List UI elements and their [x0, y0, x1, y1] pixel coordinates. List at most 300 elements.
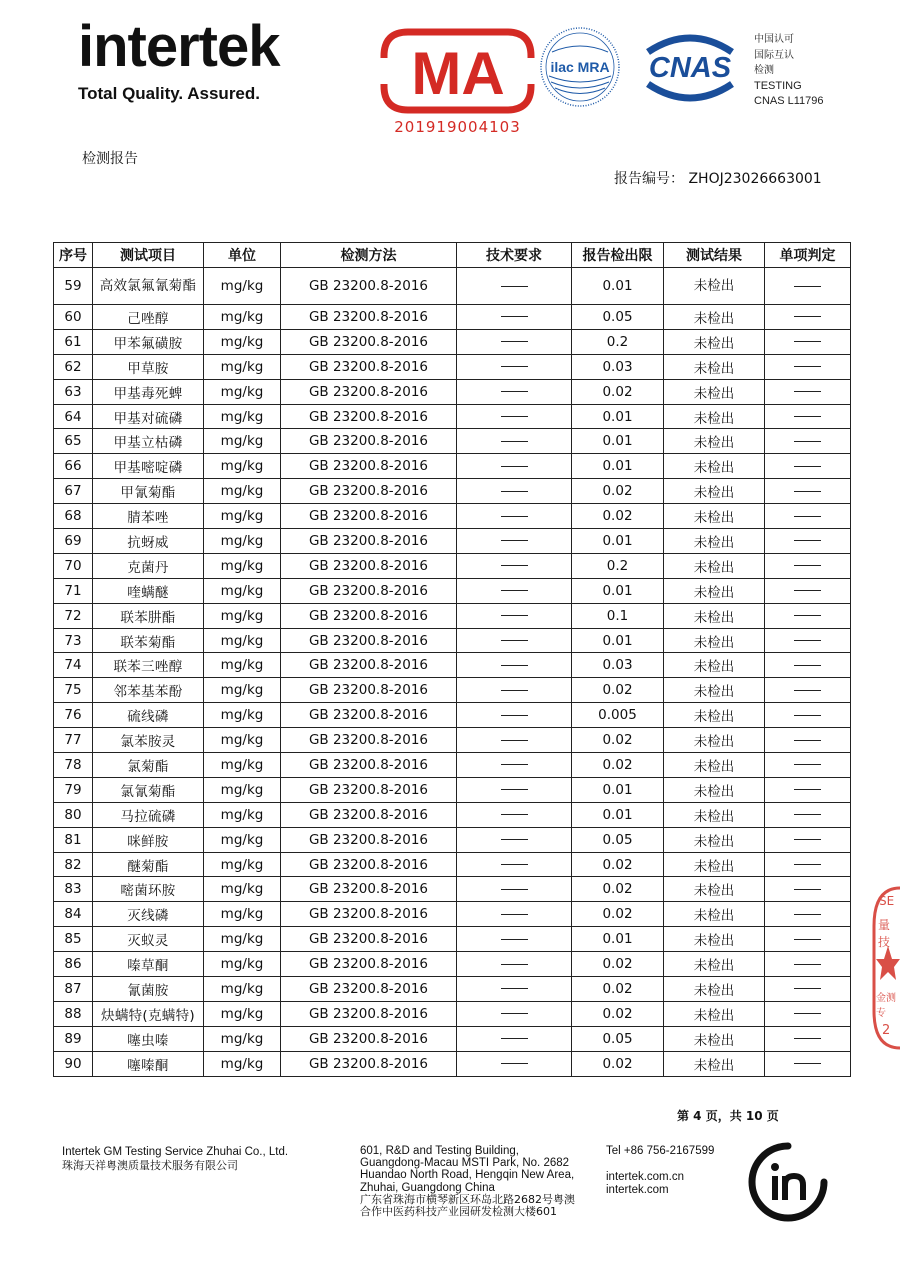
unit: mg/kg	[204, 902, 281, 927]
dash-mark	[794, 988, 821, 989]
row-number: 70	[54, 553, 93, 578]
item-judgement	[765, 429, 851, 454]
test-method: GB 23200.8-2016	[281, 678, 457, 703]
technical-requirement	[457, 777, 572, 802]
website-link[interactable]: intertek.com	[606, 1184, 669, 1196]
test-result: 未检出	[664, 454, 765, 479]
dash-mark	[501, 615, 528, 616]
cnas-line: 检测	[754, 65, 774, 76]
address-line: 601, R&D and Testing Building,	[360, 1145, 519, 1157]
dash-mark	[501, 988, 528, 989]
item-judgement	[765, 877, 851, 902]
intertek-logo	[78, 14, 280, 104]
dash-mark	[794, 1013, 821, 1014]
unit: mg/kg	[204, 753, 281, 778]
test-result: 未检出	[664, 529, 765, 554]
results-table	[53, 242, 851, 1077]
logo-tagline: Total Quality. Assured.	[78, 84, 260, 103]
test-method: GB 23200.8-2016	[281, 952, 457, 977]
test-result: 未检出	[664, 354, 765, 379]
test-method: GB 23200.8-2016	[281, 827, 457, 852]
item-judgement	[765, 329, 851, 354]
technical-requirement	[457, 852, 572, 877]
row-number: 82	[54, 852, 93, 877]
row-number: 69	[54, 529, 93, 554]
test-item: 炔螨特(克螨特)	[93, 1001, 204, 1026]
row-number: 61	[54, 329, 93, 354]
test-method: GB 23200.8-2016	[281, 728, 457, 753]
row-number: 86	[54, 952, 93, 977]
technical-requirement	[457, 429, 572, 454]
test-item: 甲苯氟磺胺	[93, 329, 204, 354]
technical-requirement	[457, 703, 572, 728]
dash-mark	[794, 341, 821, 342]
row-number: 65	[54, 429, 93, 454]
test-method: GB 23200.8-2016	[281, 479, 457, 504]
cma-logo-icon	[380, 28, 535, 114]
technical-requirement	[457, 678, 572, 703]
cnas-accreditation-text	[754, 32, 824, 110]
technical-requirement	[457, 529, 572, 554]
detection-limit: 0.01	[572, 578, 664, 603]
table-row	[54, 1026, 851, 1051]
unit: mg/kg	[204, 827, 281, 852]
item-judgement	[765, 553, 851, 578]
unit: mg/kg	[204, 802, 281, 827]
item-judgement	[765, 268, 851, 305]
dash-mark	[794, 740, 821, 741]
item-judgement	[765, 802, 851, 827]
address-line: 合作中医药科技产业园研发检测大楼601	[360, 1205, 557, 1219]
test-result: 未检出	[664, 703, 765, 728]
dash-mark	[501, 286, 528, 287]
item-judgement	[765, 1051, 851, 1076]
dash-mark	[501, 764, 528, 765]
row-number: 74	[54, 653, 93, 678]
stamp-text: 量技	[878, 918, 891, 949]
test-item: 噻嗪酮	[93, 1051, 204, 1076]
detection-limit: 0.02	[572, 1051, 664, 1076]
unit: mg/kg	[204, 1026, 281, 1051]
test-result: 未检出	[664, 728, 765, 753]
dash-mark	[794, 964, 821, 965]
unit: mg/kg	[204, 404, 281, 429]
table-row	[54, 603, 851, 628]
item-judgement	[765, 1001, 851, 1026]
dash-mark	[501, 516, 528, 517]
test-result: 未检出	[664, 1051, 765, 1076]
test-result: 未检出	[664, 952, 765, 977]
item-judgement	[765, 479, 851, 504]
test-result: 未检出	[664, 429, 765, 454]
test-item: 氯苯胺灵	[93, 728, 204, 753]
row-number: 87	[54, 977, 93, 1002]
stamp-text: 金测专	[876, 993, 896, 1019]
unit: mg/kg	[204, 603, 281, 628]
test-method: GB 23200.8-2016	[281, 653, 457, 678]
item-judgement	[765, 852, 851, 877]
unit: mg/kg	[204, 354, 281, 379]
unit: mg/kg	[204, 379, 281, 404]
row-number: 73	[54, 628, 93, 653]
row-number: 76	[54, 703, 93, 728]
item-judgement	[765, 653, 851, 678]
report-number-value: ZHOJ23026663001	[688, 171, 822, 187]
row-number: 89	[54, 1026, 93, 1051]
row-number: 85	[54, 927, 93, 952]
page-info: 第 4 页，共 10 页	[677, 1109, 779, 1123]
unit: mg/kg	[204, 504, 281, 529]
test-result: 未检出	[664, 777, 765, 802]
test-result: 未检出	[664, 1026, 765, 1051]
unit: mg/kg	[204, 877, 281, 902]
detection-limit: 0.01	[572, 802, 664, 827]
item-judgement	[765, 753, 851, 778]
technical-requirement	[457, 902, 572, 927]
technical-requirement	[457, 268, 572, 305]
dash-mark	[794, 789, 821, 790]
test-method: GB 23200.8-2016	[281, 977, 457, 1002]
test-item: 咪鲜胺	[93, 827, 204, 852]
dash-mark	[501, 665, 528, 666]
table-row	[54, 454, 851, 479]
ilac-globe-icon	[539, 26, 621, 108]
technical-requirement	[457, 1051, 572, 1076]
stamp-text: 2	[882, 1023, 891, 1038]
dash-mark	[794, 665, 821, 666]
dash-mark	[501, 715, 528, 716]
table-row	[54, 329, 851, 354]
test-method: GB 23200.8-2016	[281, 578, 457, 603]
detection-limit: 0.02	[572, 479, 664, 504]
dash-mark	[501, 416, 528, 417]
dash-mark	[794, 590, 821, 591]
ilac-text: ilac MRA	[550, 59, 610, 75]
detection-limit: 0.2	[572, 329, 664, 354]
test-method: GB 23200.8-2016	[281, 329, 457, 354]
detection-limit: 0.2	[572, 553, 664, 578]
table-row	[54, 902, 851, 927]
test-item: 甲基立枯磷	[93, 429, 204, 454]
cnas-line: 中国认可	[754, 34, 794, 45]
dash-mark	[501, 441, 528, 442]
detection-limit: 0.02	[572, 678, 664, 703]
address-line: Huandao North Road, Hengqin New Area,	[360, 1169, 575, 1182]
table-row	[54, 529, 851, 554]
detection-limit: 0.02	[572, 379, 664, 404]
unit: mg/kg	[204, 1001, 281, 1026]
dash-mark	[501, 690, 528, 691]
dash-mark	[794, 416, 821, 417]
item-judgement	[765, 977, 851, 1002]
website-link[interactable]: intertek.com.cn	[606, 1171, 684, 1183]
unit: mg/kg	[204, 927, 281, 952]
technical-requirement	[457, 404, 572, 429]
cma-number: 201919004103	[394, 118, 521, 136]
row-number: 71	[54, 578, 93, 603]
unit: mg/kg	[204, 454, 281, 479]
detection-limit: 0.02	[572, 504, 664, 529]
test-method: GB 23200.8-2016	[281, 877, 457, 902]
row-number: 78	[54, 753, 93, 778]
test-item: 克菌丹	[93, 553, 204, 578]
technical-requirement	[457, 578, 572, 603]
test-item: 氰菌胺	[93, 977, 204, 1002]
unit: mg/kg	[204, 529, 281, 554]
unit: mg/kg	[204, 728, 281, 753]
table-row	[54, 753, 851, 778]
dash-mark	[501, 914, 528, 915]
test-item: 联苯肼酯	[93, 603, 204, 628]
detection-limit: 0.02	[572, 753, 664, 778]
item-judgement	[765, 379, 851, 404]
table-row	[54, 268, 851, 305]
intertek-in-icon	[747, 1141, 829, 1223]
table-row	[54, 379, 851, 404]
item-judgement	[765, 404, 851, 429]
test-item: 醚菊酯	[93, 852, 204, 877]
test-method: GB 23200.8-2016	[281, 703, 457, 728]
column-header: 报告检出限	[572, 243, 664, 268]
test-method: GB 23200.8-2016	[281, 1051, 457, 1076]
technical-requirement	[457, 354, 572, 379]
item-judgement	[765, 529, 851, 554]
column-header: 单项判定	[765, 243, 851, 268]
test-result: 未检出	[664, 678, 765, 703]
table-row	[54, 305, 851, 330]
row-number: 88	[54, 1001, 93, 1026]
dash-mark	[794, 764, 821, 765]
dash-mark	[794, 939, 821, 940]
item-judgement	[765, 305, 851, 330]
unit: mg/kg	[204, 777, 281, 802]
table-row	[54, 952, 851, 977]
table-row	[54, 977, 851, 1002]
test-item: 邻苯基苯酚	[93, 678, 204, 703]
technical-requirement	[457, 977, 572, 1002]
test-item: 高效氯氟氰菊酯	[93, 268, 204, 305]
technical-requirement	[457, 877, 572, 902]
detection-limit: 0.03	[572, 653, 664, 678]
unit: mg/kg	[204, 678, 281, 703]
row-number: 59	[54, 268, 93, 305]
cnas-mark-text: CNAS	[648, 52, 732, 84]
test-item: 喹螨醚	[93, 578, 204, 603]
dash-mark	[501, 1063, 528, 1064]
dash-mark	[501, 640, 528, 641]
test-result: 未检出	[664, 479, 765, 504]
test-item: 硫线磷	[93, 703, 204, 728]
test-method: GB 23200.8-2016	[281, 927, 457, 952]
telephone: Tel +86 756-2167599	[606, 1145, 715, 1157]
dash-mark	[501, 491, 528, 492]
test-method: GB 23200.8-2016	[281, 429, 457, 454]
address-line: 广东省珠海市横琴新区环岛北路2682号粤澳	[360, 1192, 575, 1206]
item-judgement	[765, 354, 851, 379]
column-header: 检测方法	[281, 243, 457, 268]
table-row	[54, 653, 851, 678]
cnas-line: TESTING	[754, 79, 802, 92]
unit: mg/kg	[204, 952, 281, 977]
dash-mark	[501, 1038, 528, 1039]
test-method: GB 23200.8-2016	[281, 268, 457, 305]
row-number: 68	[54, 504, 93, 529]
test-result: 未检出	[664, 753, 765, 778]
table-row	[54, 927, 851, 952]
detection-limit: 0.05	[572, 827, 664, 852]
cnas-line: CNAS L11796	[754, 95, 824, 107]
ilac-mra-logo	[539, 26, 621, 108]
dash-mark	[501, 864, 528, 865]
unit: mg/kg	[204, 268, 281, 305]
dash-mark	[794, 565, 821, 566]
table-body	[54, 268, 851, 1077]
table-row	[54, 404, 851, 429]
test-result: 未检出	[664, 379, 765, 404]
dash-mark	[501, 939, 528, 940]
technical-requirement	[457, 952, 572, 977]
detection-limit: 0.005	[572, 703, 664, 728]
address-line: Zhuhai, Guangdong China	[360, 1181, 495, 1194]
unit: mg/kg	[204, 578, 281, 603]
dash-mark	[794, 491, 821, 492]
table-row	[54, 1001, 851, 1026]
test-result: 未检出	[664, 628, 765, 653]
cnas-logo-icon	[638, 30, 742, 106]
test-method: GB 23200.8-2016	[281, 1026, 457, 1051]
technical-requirement	[457, 305, 572, 330]
test-item: 噻虫嗪	[93, 1026, 204, 1051]
dash-mark	[794, 690, 821, 691]
cnas-line: 国际互认	[754, 49, 794, 61]
test-result: 未检出	[664, 877, 765, 902]
unit: mg/kg	[204, 628, 281, 653]
test-item: 甲草胺	[93, 354, 204, 379]
row-number: 83	[54, 877, 93, 902]
table-row	[54, 777, 851, 802]
dash-mark	[501, 814, 528, 815]
unit: mg/kg	[204, 1051, 281, 1076]
item-judgement	[765, 504, 851, 529]
detection-limit: 0.01	[572, 927, 664, 952]
test-item: 氯氰菊酯	[93, 777, 204, 802]
detection-limit: 0.03	[572, 354, 664, 379]
dash-mark	[794, 1038, 821, 1039]
document-title: 检测报告	[82, 151, 138, 167]
address-line: Guangdong-Macau MSTI Park, No. 2682	[360, 1157, 570, 1170]
table-row	[54, 877, 851, 902]
test-result: 未检出	[664, 504, 765, 529]
footer-company	[62, 1146, 288, 1172]
row-number: 63	[54, 379, 93, 404]
test-method: GB 23200.8-2016	[281, 379, 457, 404]
detection-limit: 0.01	[572, 268, 664, 305]
dash-mark	[501, 789, 528, 790]
test-result: 未检出	[664, 852, 765, 877]
detection-limit: 0.01	[572, 404, 664, 429]
item-judgement	[765, 703, 851, 728]
table-row	[54, 429, 851, 454]
technical-requirement	[457, 1026, 572, 1051]
test-result: 未检出	[664, 578, 765, 603]
technical-requirement	[457, 728, 572, 753]
dash-mark	[501, 341, 528, 342]
technical-requirement	[457, 827, 572, 852]
dash-mark	[794, 286, 821, 287]
test-result: 未检出	[664, 977, 765, 1002]
test-method: GB 23200.8-2016	[281, 504, 457, 529]
technical-requirement	[457, 379, 572, 404]
unit: mg/kg	[204, 329, 281, 354]
test-method: GB 23200.8-2016	[281, 553, 457, 578]
logo-wordmark: intertek	[78, 14, 280, 79]
test-result: 未检出	[664, 268, 765, 305]
test-item: 灭蚁灵	[93, 927, 204, 952]
dash-mark	[501, 740, 528, 741]
row-number: 90	[54, 1051, 93, 1076]
test-result: 未检出	[664, 902, 765, 927]
dash-mark	[501, 540, 528, 541]
technical-requirement	[457, 753, 572, 778]
test-method: GB 23200.8-2016	[281, 753, 457, 778]
item-judgement	[765, 1026, 851, 1051]
technical-requirement	[457, 603, 572, 628]
dash-mark	[794, 391, 821, 392]
table-row	[54, 628, 851, 653]
detection-limit: 0.01	[572, 777, 664, 802]
test-item: 甲基嘧啶磷	[93, 454, 204, 479]
table-row	[54, 728, 851, 753]
unit: mg/kg	[204, 852, 281, 877]
row-number: 79	[54, 777, 93, 802]
dash-mark	[794, 814, 821, 815]
unit: mg/kg	[204, 429, 281, 454]
test-method: GB 23200.8-2016	[281, 802, 457, 827]
technical-requirement	[457, 1001, 572, 1026]
dash-mark	[501, 964, 528, 965]
column-header: 序号	[54, 243, 93, 268]
test-item: 氯菊酯	[93, 753, 204, 778]
test-method: GB 23200.8-2016	[281, 529, 457, 554]
row-number: 67	[54, 479, 93, 504]
row-number: 75	[54, 678, 93, 703]
report-number	[614, 168, 822, 188]
row-number: 81	[54, 827, 93, 852]
item-judgement	[765, 827, 851, 852]
dash-mark	[794, 316, 821, 317]
test-item: 甲基毒死蜱	[93, 379, 204, 404]
test-item: 腈苯唑	[93, 504, 204, 529]
technical-requirement	[457, 504, 572, 529]
table-row	[54, 802, 851, 827]
row-number: 77	[54, 728, 93, 753]
test-item: 己唑醇	[93, 305, 204, 330]
test-item: 甲氰菊酯	[93, 479, 204, 504]
test-result: 未检出	[664, 329, 765, 354]
dash-mark	[794, 366, 821, 367]
test-result: 未检出	[664, 653, 765, 678]
test-result: 未检出	[664, 305, 765, 330]
detection-limit: 0.02	[572, 952, 664, 977]
test-item: 马拉硫磷	[93, 802, 204, 827]
item-judgement	[765, 578, 851, 603]
table-row	[54, 354, 851, 379]
test-method: GB 23200.8-2016	[281, 777, 457, 802]
company-name-cn: 珠海天祥粤澳质量技术服务有限公司	[62, 1159, 238, 1172]
dash-mark	[501, 889, 528, 890]
row-number: 62	[54, 354, 93, 379]
item-judgement	[765, 603, 851, 628]
